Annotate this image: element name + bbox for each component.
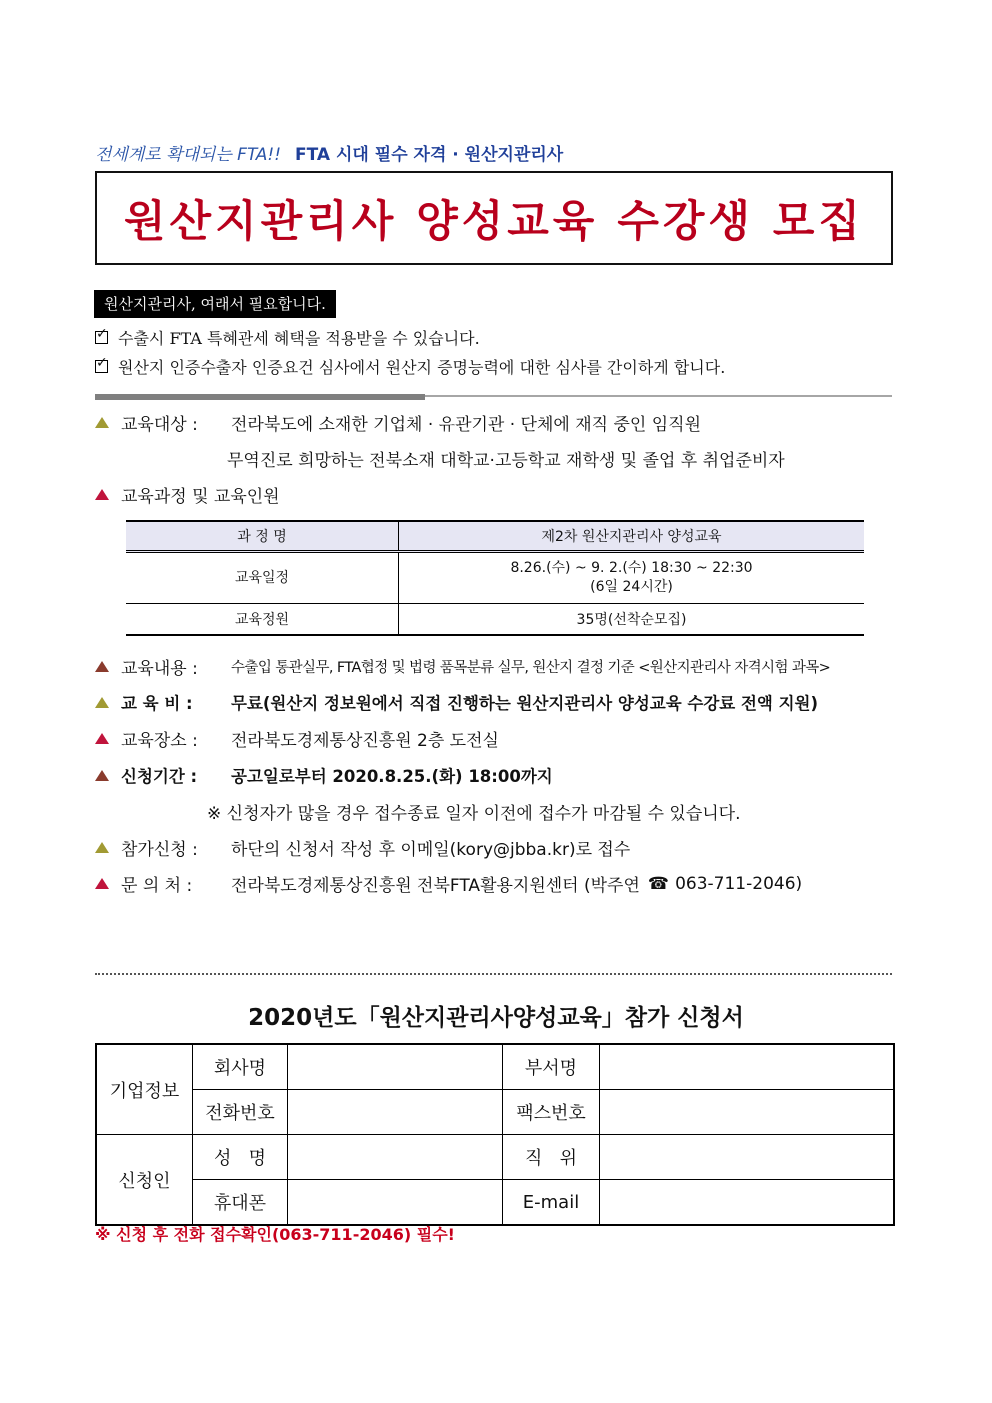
form-title: 2020년도「원산지관리사양성교육」참가 신청서	[248, 1005, 744, 1031]
title-box	[95, 171, 893, 265]
name-field[interactable]	[288, 1135, 503, 1180]
checkbox-icon	[95, 331, 108, 344]
content-value: 수출입 통관실무, FTA협정 및 법령 품목분류 실무, 원산지 결정 기준 <원산지관리사 자격시험 과목>	[231, 660, 831, 676]
phone-field[interactable]	[288, 1090, 503, 1135]
company-name-label: 회사명	[193, 1044, 288, 1090]
applicant-group-label: 신청인	[96, 1135, 193, 1226]
place-value: 전라북도경제통상진흥원 2층 도전실	[231, 731, 499, 751]
table-row	[96, 1090, 894, 1135]
table-row	[126, 552, 864, 604]
fax-label: 팩스번호	[503, 1090, 600, 1135]
contact-phone: 063-711-2046)	[675, 873, 803, 894]
course-table	[126, 520, 864, 636]
position-field[interactable]	[600, 1135, 895, 1180]
triangle-bullet-icon	[95, 697, 109, 708]
phone-label: 전화번호	[193, 1090, 288, 1135]
period-value: 공고일로부터 2020.8.25.(화) 18:00까지	[231, 767, 553, 786]
contact-row	[95, 871, 802, 896]
company-name-field[interactable]	[288, 1044, 503, 1090]
triangle-bullet-icon	[95, 842, 109, 853]
company-group-label: 기업정보	[96, 1044, 193, 1135]
why-item-1-text: 수출시 FTA 특혜관세 혜택을 적용받을 수 있습니다.	[118, 329, 480, 348]
schedule-line1: 8.26.(수) ~ 9. 2.(수) 18:30 ~ 22:30	[510, 560, 753, 576]
triangle-bullet-icon	[95, 878, 109, 889]
contact-value: 전라북도경제통상진흥원 전북FTA활용지원센터 (박주연	[231, 876, 640, 896]
triangle-bullet-icon	[95, 733, 109, 744]
separator-light	[425, 395, 892, 397]
why-item-2-text: 원산지 인증수출자 인증요건 심사에서 원산지 증명능력에 대한 심사를 간이하게 합니다.	[118, 358, 726, 377]
target-row	[95, 410, 701, 435]
table-row	[96, 1135, 894, 1180]
target-line1: 전라북도에 소재한 기업체 · 유관기관 · 단체에 재직 중인 임직원	[231, 415, 701, 435]
tagline	[95, 140, 563, 165]
place-label: 교육장소 :	[121, 731, 198, 751]
target-line2: 무역진로 희망하는 전북소재 대학교·고등학교 재학생 및 졸업 후 취업준비자	[227, 451, 785, 471]
content-label: 교육내용 :	[121, 659, 198, 679]
table-row	[126, 521, 864, 552]
why-item-1	[95, 326, 480, 349]
email-label: E-mail	[503, 1180, 600, 1226]
target-label: 교육대상 :	[121, 415, 198, 435]
period-note: ※ 신청자가 많을 경우 접수종료 일자 이전에 접수가 마감될 수 있습니다.	[207, 804, 741, 824]
capacity-value: 35명(선착순모집)	[399, 604, 865, 636]
separator-dark	[95, 394, 425, 400]
page-title: 원산지관리사 양성교육 수강생 모집	[124, 196, 864, 247]
content-row	[95, 654, 830, 679]
course-head-value: 제2차 원산지관리사 양성교육	[399, 521, 865, 552]
position-label: 직 위	[503, 1135, 600, 1180]
phone-icon: ☎	[647, 873, 670, 894]
application-form	[95, 1043, 895, 1226]
mobile-field[interactable]	[288, 1180, 503, 1226]
triangle-bullet-icon	[95, 770, 109, 781]
schedule-line2: (6일 24시간)	[590, 579, 673, 595]
fax-field[interactable]	[600, 1090, 895, 1135]
tagline-bold: FTA 시대 필수 자격 · 원산지관리사	[295, 145, 564, 165]
triangle-bullet-icon	[95, 661, 109, 672]
checkbox-icon	[95, 360, 108, 373]
department-field[interactable]	[600, 1044, 895, 1090]
course-heading: 교육과정 및 교육인원	[121, 487, 280, 507]
dotted-divider	[95, 973, 892, 975]
why-banner: 원산지관리사, 여래서 필요합니다.	[94, 290, 336, 318]
why-item-2	[95, 355, 725, 378]
mobile-label: 휴대폰	[193, 1180, 288, 1226]
course-head-label: 과 정 명	[126, 521, 399, 552]
fee-row	[95, 690, 818, 714]
schedule-value	[399, 552, 865, 604]
tagline-italic: 전세계로 확대되는 FTA!!	[95, 145, 282, 165]
triangle-bullet-icon	[95, 417, 109, 428]
department-label: 부서명	[503, 1044, 600, 1090]
place-row	[95, 726, 499, 751]
table-row	[126, 604, 864, 636]
email-field[interactable]	[600, 1180, 895, 1226]
table-row	[96, 1044, 894, 1090]
table-row	[96, 1180, 894, 1226]
fee-label: 교 육 비 :	[121, 694, 193, 713]
footer-note: ※ 신청 후 전화 접수확인(063-711-2046) 필수!	[95, 1225, 455, 1244]
fee-value: 무료(원산지 정보원에서 직접 진행하는 원산지관리사 양성교육 수강료 전액 지원)	[231, 694, 819, 713]
course-heading-row	[95, 482, 280, 507]
schedule-label: 교육일정	[126, 552, 399, 604]
contact-label: 문 의 처 :	[121, 876, 193, 896]
apply-row	[95, 835, 630, 860]
capacity-label: 교육정원	[126, 604, 399, 636]
triangle-bullet-icon	[95, 489, 109, 500]
apply-value: 하단의 신청서 작성 후 이메일(kory@jbba.kr)로 접수	[231, 840, 631, 860]
name-label: 성 명	[193, 1135, 288, 1180]
apply-label: 참가신청 :	[121, 840, 198, 860]
period-row	[95, 763, 553, 787]
period-label: 신청기간 :	[121, 767, 198, 786]
